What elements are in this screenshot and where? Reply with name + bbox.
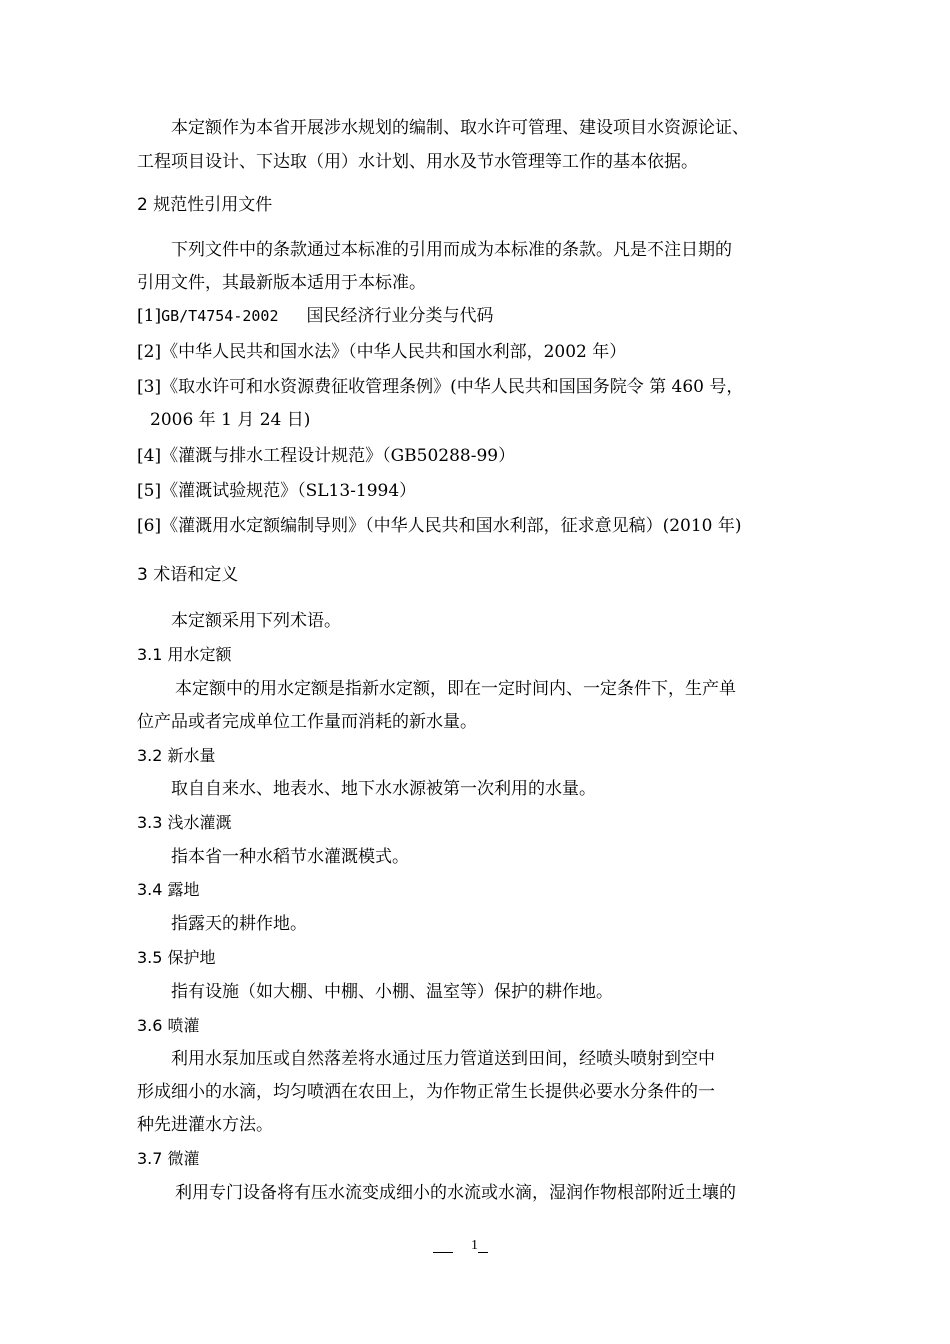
term-3-4-body: 指露天的耕作地。 — [171, 914, 307, 934]
reference-6: [6]《灌溉用水定额编制导则》（中华人民共和国水利部，征求意见稿）(2010 年) — [137, 516, 742, 536]
term-3-1-title: 3.1 用水定额 — [137, 645, 232, 664]
section-2-para-line-1: 下列文件中的条款通过本标准的引用而成为本标准的条款。凡是不注日期的 — [171, 240, 732, 260]
reference-3-line-1: [3]《取水许可和水资源费征收管理条例》(中华人民共和国国务院令 第 460 号， — [137, 377, 744, 397]
term-3-5-body: 指有设施（如大棚、中棚、小棚、温室等）保护的耕作地。 — [171, 982, 613, 1002]
footer-dash-left — [433, 1252, 453, 1253]
term-3-3-title: 3.3 浅水灌溉 — [137, 813, 232, 832]
term-3-6-line-1: 利用水泵加压或自然落差将水通过压力管道送到田间，经喷头喷射到空中 — [171, 1049, 715, 1069]
term-3-1-line-2: 位产品或者完成单位工作量而消耗的新水量。 — [137, 712, 477, 732]
term-3-1-line-1: 本定额中的用水定额是指新水定额，即在一定时间内、一定条件下，生产单 — [175, 679, 736, 699]
reference-1-code: GB/T4754-2002 — [161, 307, 279, 325]
term-3-5-title: 3.5 保护地 — [137, 948, 216, 967]
term-3-2-body: 取自自来水、地表水、地下水水源被第一次利用的水量。 — [171, 779, 596, 799]
page-footer — [0, 1238, 950, 1258]
footer-dash-right — [478, 1252, 488, 1253]
term-3-2-title: 3.2 新水量 — [137, 746, 216, 765]
page-number: 1 — [471, 1238, 478, 1253]
term-3-7-line-1: 利用专门设备将有压水流变成细小的水流或水滴，湿润作物根部附近土壤的 — [175, 1183, 736, 1203]
intro-line-2: 工程项目设计、下达取（用）水计划、用水及节水管理等工作的基本依据。 — [137, 152, 698, 172]
reference-5: [5]《灌溉试验规范》（SL13-1994） — [137, 481, 417, 501]
reference-1 — [137, 304, 494, 328]
term-3-6-title: 3.6 喷灌 — [137, 1016, 200, 1035]
intro-line-1: 本定额作为本省开展涉水规划的编制、取水许可管理、建设项目水资源论证、 — [171, 118, 749, 138]
section-2-heading: 2 规范性引用文件 — [137, 195, 273, 215]
term-3-6-line-3: 种先进灌水方法。 — [137, 1115, 273, 1135]
term-3-3-body: 指本省一种水稻节水灌溉模式。 — [171, 847, 409, 867]
reference-1-title: 国民经济行业分类与代码 — [306, 306, 494, 326]
reference-3-line-2: 2006 年 1 月 24 日) — [150, 410, 311, 430]
term-3-6-line-2: 形成细小的水滴，均匀喷洒在农田上，为作物正常生长提供必要水分条件的一 — [137, 1082, 715, 1102]
reference-4: [4]《灌溉与排水工程设计规范》（GB50288-99） — [137, 446, 516, 466]
reference-1-number: [1] — [137, 306, 162, 326]
section-2-para-line-2: 引用文件，其最新版本适用于本标准。 — [137, 273, 426, 293]
term-3-7-title: 3.7 微灌 — [137, 1149, 200, 1168]
section-3-heading: 3 术语和定义 — [137, 565, 239, 585]
section-3-intro: 本定额采用下列术语。 — [171, 611, 341, 631]
term-3-4-title: 3.4 露地 — [137, 880, 200, 899]
reference-2: [2]《中华人民共和国水法》（中华人民共和国水利部，2002 年） — [137, 342, 627, 362]
